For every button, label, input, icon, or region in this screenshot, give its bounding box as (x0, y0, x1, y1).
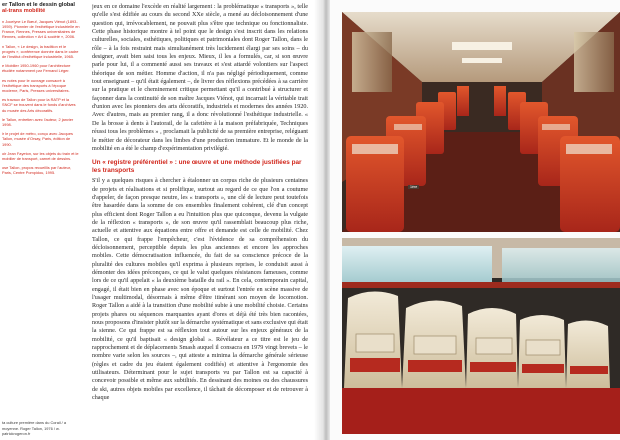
footnote: ose Tallon, propos recueillis par l'auteur, Paris, Centre Pompidou, 1995. (2, 165, 72, 176)
sidebar-notes (0, 2, 80, 438)
footnote: n Jocelyne Le Bœuf, Jacques Viénot (1893-1959). Pionnier de l'esthétique industrielle en France, Rennes, Presses universitaires de Rennes, collection « Art & société », 2006. (2, 18, 80, 40)
footnote: es travaux de Tallon pour la RATP et la SNCF se trouvent dans le fonds d'archives du musée des Arts décoratifs. (2, 97, 76, 113)
sidebar-heading-accent: al-trans mobilité (2, 8, 46, 15)
section-subheading: Un « registre préférentiel » : une œuvre et une méthode justifiées par les transports (92, 159, 302, 175)
footnote: ir le projet de métro, conçu avec Jacques Tallon, musée d'Orsay, Paris, édition de 1990. (2, 131, 73, 147)
train-interior-photo-red-seats (342, 12, 620, 232)
footnote: le Tallon, entretien avec l'auteur, 2 janvier 1998. (2, 116, 74, 128)
right-page (330, 0, 620, 440)
sidebar-heading (2, 2, 80, 15)
article-paragraph: jeux en ce domaine l'excède en réalité largement : la problématique « transports », telle qu'elle s'est édifiée au cours du second XXe siècle, a mené au décloisonnement d'une question qui, irrévocablement, ne pouvait plus s'être que technique ou fonctionnaliste. Cette phase historique montre à tel point que le design s'est inscrit dans les relations culturelles, sociales, esthétiques, politiques et patrimoniales dont Roger Tallon, dans le rôle – à la fois restraint mais simultanément très lucidement élargi par ses soins – du designer, avait bien saisi tous les enjeux. Mieux, il les a formulés, car, si son œuvre parle pour lui, il a commenté aussi ses travaux et s'est attardé volontiers sur l'aspect théorique de son métier. Homme d'action, il n'a pas négligé périodiquement, comme tout enseignant – qu'il était également –, de livrer des réflexions précédées à sa carrière sur la pratique et le cheminement critique permettant qu'il a contribué à structurer et façonner dans la continuité de son maître Jacques Viénot, qui incarnait la véritable trait d'union avec les pionniers des arts décoratifs, industriels et modernes des années 1920. Avec d'autres, mais au premier rang, il a donc révolutionné l'esthétique industrielle. « De la brosse à dents à l'autorail, de la cafetière à la maison préfabriquée, Techniques réussi tous les problèmes » , proclamait la publicité de sa première entreprise, reléguant le métier de décorateur dans les limbes d'une production immature. Et le monde de la mobilité en a été le champ d'expérimentation privilégié. (92, 4, 308, 152)
photo-credits: ta culture première dans du Corail / a moyenne. Roger Tallon, 1976 / w. patrickrogeron.fr (2, 420, 67, 436)
footnote: e Mobilier 1950-1960 pour l'architecture étudiée notamment par Fernand Léger. (2, 63, 71, 74)
article-paragraph: S'il y a quelques risques à chercher à étalonner un corpus riche de plusieurs centaines de projets et réalisations et si prolifique, surtout au regard de ce que l'on a coutume d'appeler, de façon presque neutre, les « transports », une clé de lecture peut toutefois être hasardée dans la somme de ces ensembles finalement cohérent, clé d'un concept plus efficient dont Roger Tallon a eu l'intuition plus que quiconque, devenu la vulgate de la réflexion « transports », de son œuvre qu'il rassemblait beaucoup plus riche, actuelle et attentive aux équations entre offre et demande est celle de mobilité. Chez Tallon, ce qui frappe l'empêcheur, c'est l'évidence de sa compréhension du décloisonnement, perceptible depuis les plus anciennes et encore les approches mobiles. Cette démocratisation influencée, du fait de sa conscience précoce de la pluralité des cultures mobiles qu'il exprima à plusieurs reprises, le conduisit aussi à démonter des idées préconçues, ce qui le valut quelques résistances fameuses, comme lors de ce qu'il appelait « la deuxième bataille du rail ». En cela, contemporain capital, engagé, il était bien en phase avec son époque et surtout l'entrée en scène massive de l'usager multimodal, désormais à même d'être itinérant son moyen de locomotion. Roger Tallon a aidé à la transition d'une mobilité subie à une mobilité choisie. Certains projets phares ou séquences marquantes ayant d'ores et déjà été très bien racontées, nous proposons d'insister plutôt sur la démarche systématique et sans exclusive qui était la sienne. Ce qui frappe est sa réflexion tout autour sur les enjeux généraux de la mobilité, ce qu'il baptisait « design global ». Révélateur a ce titre est le jeu de rapprochement et de déplacements Smash auquel il consacra en 1979 vingt brevets – le nombre varie selon les sources –, qui atteste a minima la démarche générale sérieuse (règles et cadre du jeu étaient également codifiés) et attentive à l'ergonomie des utilisateurs. Déterminant pour le sujet transports vu par Tallon est sa capacité à concevoir possible et même aux subtilités. En dessinant des moines ou des chaussures de ski, autres objets mobiles par excellence, il tâchait de décomposer et de retrouver à chaque (92, 178, 308, 402)
red-seats-illustration (342, 12, 620, 232)
beige-seats-illustration (342, 238, 620, 434)
footnote: oir Jean Fayeton, sur les objets du train et le mobilier de transport, carnet de dessins. (2, 150, 79, 162)
footnote: n Tallon, « Le design, la tradition et le progrès », conférence donnée dans le cadre de l'Institut d'esthétique industrielle, 1965. (2, 43, 79, 60)
article-column (92, 3, 308, 437)
train-interior-photo-beige-seats (342, 238, 620, 434)
photo-label-tag: 1ère (410, 185, 418, 189)
sidebar-heading-prefix: er Tallon et le dessin global (2, 2, 75, 8)
footnote: es notes pour le ouvrage consacré à l'esthétique des transports à l'époque moderne, Paris, Presses universitaires. (2, 77, 70, 94)
